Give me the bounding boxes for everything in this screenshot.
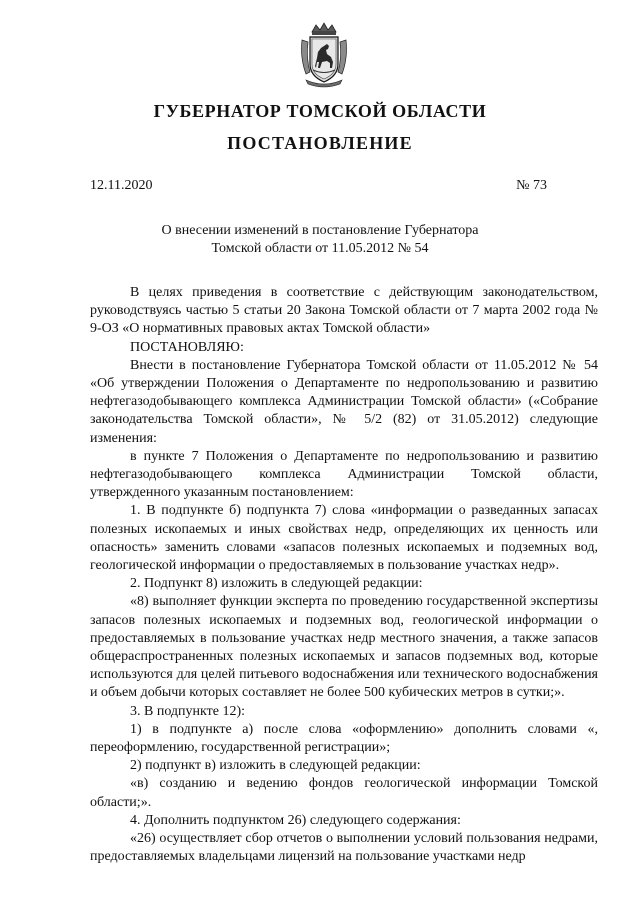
body-paragraph: 4. Дополнить подпунктом 26) следующего содержания: — [130, 812, 461, 828]
body-paragraph: 3. В подпункте 12): — [130, 703, 246, 719]
coat-of-arms-icon — [298, 22, 350, 88]
body-paragraph: 1) в подпункте а) после слова «оформлению» дополнить словами «, переоформлению, государственной регистрации»; — [90, 721, 598, 756]
document-type-heading: ПОСТАНОВЛЕНИЕ — [227, 133, 413, 153]
body-paragraph-decree-word: ПОСТАНОВЛЯЮ: — [130, 339, 244, 355]
document-number: № 73 — [516, 178, 547, 193]
body-paragraph: «8) выполняет функции эксперта по проведению государственной экспертизы запасов полезных ископаемых и подземных вод, геологической информации о предоставляемых в пользование участках недр местного значения, а также запасов общераспространенных полезных ископаемых и запасов подземных вод, которые используются для целей питьевого водоснабжения или технического водоснабжения и объем добычи которых составляет не более 500 кубических метров в сутки;». — [90, 594, 598, 701]
body-paragraph: В целях приведения в соответствие с действующим законодательством, руководствуясь частью 5 статьи 20 Закона Томской области от 7 марта 2002 года № 9-ОЗ «О нормативных правовых актах Томской области» — [90, 285, 598, 337]
issuing-authority-heading: ГУБЕРНАТОР ТОМСКОЙ ОБЛАСТИ — [153, 101, 487, 121]
body-paragraph: Внести в постановление Губернатора Томской области от 11.05.2012 № 54 «Об утверждении Положения о Департаменте по недропользованию и развитию нефтегазодобывающего комплекса Администрации Томской области» («Собрание законодательства Томской области», № 5/2 (82) от 31.05.2012) следующие изменения: — [90, 357, 598, 446]
subject-line: О внесении изменений в постановление Губернатора — [161, 223, 479, 238]
document-body — [90, 284, 598, 867]
body-paragraph: «26) осуществляет сбор отчетов о выполнении условий пользования недрами, предоставляемых владельцами лицензий на пользование участками недр — [90, 831, 598, 865]
body-paragraph: 2) подпункт в) изложить в следующей редакции: — [130, 758, 421, 774]
body-paragraph: в пункте 7 Положения о Департаменте по недропользованию и развитию нефтегазодобывающего комплекса Администрации Томской области, утвержденного указанным постановлением: — [90, 448, 598, 501]
body-paragraph: «в) созданию и ведению фондов геологической информации Томской области;». — [90, 776, 598, 810]
subject-line: Томской области от 11.05.2012 № 54 — [211, 241, 429, 256]
body-paragraph: 1. В подпункте б) подпункта 7) слова «информации о разведанных запасах полезных ископаемых и иных свойствах недр, определяющих их ценность или опасность» заменить словами «запасов полезных ископаемых и подземных вод, геологической информации о предоставляемых в пользование участках недр». — [90, 503, 598, 574]
document-date: 12.11.2020 — [90, 178, 153, 193]
document-subject — [0, 222, 640, 258]
body-paragraph: 2. Подпункт 8) изложить в следующей редакции: — [130, 576, 423, 592]
